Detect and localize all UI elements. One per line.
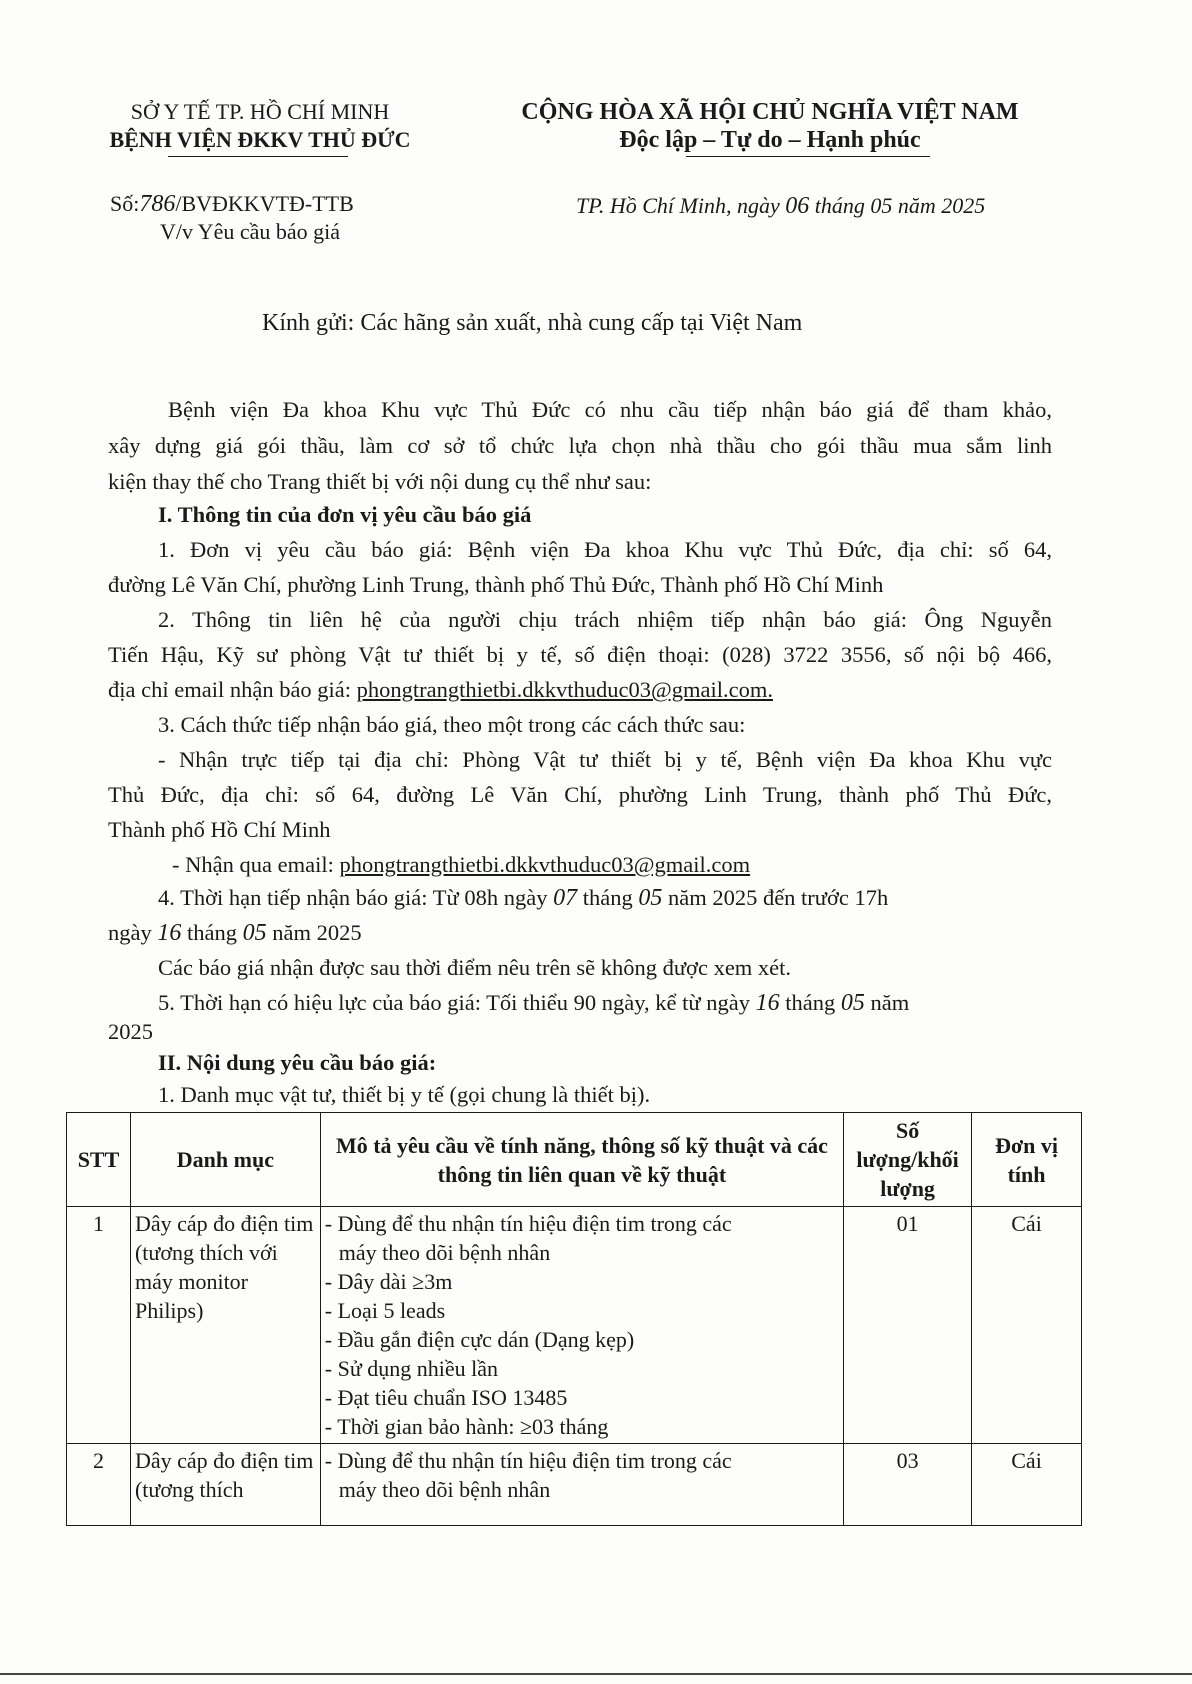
issuer-parent: SỞ Y TẾ TP. HỒ CHÍ MINH (130, 99, 390, 124)
row-unit: Cái (972, 1444, 1082, 1526)
email-link-2[interactable]: phongtrangthietbi.dkkvthuduc03@gmail.com (339, 852, 751, 877)
header-qty: Số lượng/khối lượng (844, 1113, 972, 1207)
row-name: Dây cáp đo điện tim (tương thích (130, 1444, 320, 1526)
motto-underline (686, 156, 930, 157)
s1-item1-line1: 1. Đơn vị yêu cầu báo giá: Bệnh viện Đa khoa Khu vực Thủ Đức, địa chỉ: số 64, (158, 537, 1052, 562)
nation-block (480, 98, 1060, 154)
s1-item4-note: Các báo giá nhận được sau thời điểm nêu trên sẽ không được xem xét. (158, 955, 792, 980)
header-stt: STT (67, 1113, 131, 1207)
hand-valid-day: 16 (755, 990, 780, 1016)
s1-item2-line3: địa chỉ email nhận báo giá: phongtrangthietbi.dkkvthuduc03@gmail.com. (108, 677, 773, 702)
header-desc: Mô tả yêu cầu về tính năng, thông số kỹ thuật và các thông tin liên quan về kỹ thuật (320, 1113, 843, 1207)
email-link-1[interactable]: phongtrangthietbi.dkkvthuduc03@gmail.com. (356, 677, 773, 702)
s1-item5-line2: 2025 (108, 1019, 153, 1044)
desc-line: - Sử dụng nhiều lần (324, 1356, 499, 1381)
intro-line-2: xây dựng giá gói thầu, làm cơ sở tổ chức lựa chọn nhà thầu cho gói thầu mua sắm linh (108, 433, 1052, 458)
scan-edge-line (0, 1673, 1192, 1675)
header-name: Danh mục (130, 1113, 320, 1207)
s1-item3-b: - Nhận qua email: phongtrangthietbi.dkkvthuduc03@gmail.com (172, 852, 751, 877)
section-2-title: II. Nội dung yêu cầu báo giá: (158, 1050, 437, 1075)
issuer-underline (168, 156, 348, 157)
desc-line: - Dùng để thu nhận tín hiệu điện tim trong các (324, 1211, 732, 1236)
row-desc (320, 1444, 843, 1526)
desc-line: - Thời gian bảo hành: ≥03 tháng (324, 1414, 609, 1439)
hand-month-from: 05 (638, 885, 663, 911)
table-row (67, 1444, 1082, 1526)
issuer-name: BỆNH VIỆN ĐKKV THỦ ĐỨC (109, 127, 411, 152)
doc-subject: V/v Yêu cầu báo giá (160, 219, 341, 244)
table-header-row (67, 1113, 1082, 1207)
date-day-handwritten: 06 (785, 193, 810, 219)
row-stt: 1 (67, 1207, 131, 1444)
desc-line: - Loại 5 leads (324, 1298, 446, 1323)
hand-day-to: 16 (157, 920, 182, 946)
s1-item2-line2: Tiến Hậu, Kỹ sư phòng Vật tư thiết bị y tế, số điện thoại: (028) 3722 3556, số nội bộ 466, (108, 642, 1052, 667)
desc-line: - Dây dài ≥3m (324, 1269, 453, 1294)
s1-item2-line1: 2. Thông tin liên hệ của người chịu trách nhiệm tiếp nhận báo giá: Ông Nguyễn (158, 607, 1052, 632)
hand-valid-month: 05 (840, 990, 865, 1016)
header-unit: Đơn vị tính (972, 1113, 1082, 1207)
s1-item4-line2: ngày 16 tháng 05 năm 2025 (108, 920, 362, 946)
desc-line: - Dùng để thu nhận tín hiệu điện tim trong các (324, 1448, 732, 1473)
s1-item3: 3. Cách thức tiếp nhận báo giá, theo một trong các cách thức sau: (158, 712, 746, 737)
desc-line: máy theo dõi bệnh nhân (338, 1477, 551, 1502)
doc-date: TP. Hồ Chí Minh, ngày 06 tháng 05 năm 2025 (576, 193, 986, 219)
intro-line-3: kiện thay thế cho Trang thiết bị với nội dung cụ thể như sau: (108, 469, 652, 494)
hand-month-to: 05 (242, 920, 267, 946)
items-table (66, 1112, 1082, 1526)
motto: Độc lập – Tự do – Hạnh phúc (619, 127, 921, 153)
hand-day-from: 07 (553, 885, 578, 911)
section-1-title: I. Thông tin của đơn vị yêu cầu báo giá (158, 502, 532, 527)
section-2-list-title: 1. Danh mục vật tư, thiết bị y tế (gọi chung là thiết bị). (158, 1082, 651, 1107)
s1-item4-line1: 4. Thời hạn tiếp nhận báo giá: Từ 08h ngày 07 tháng 05 năm 2025 đến trước 17h (158, 885, 889, 911)
intro-line-1: Bệnh viện Đa khoa Khu vực Thủ Đức có nhu cầu tiếp nhận báo giá để tham khảo, (168, 397, 1052, 422)
desc-line: - Đầu gắn điện cực dán (Dạng kẹp) (324, 1327, 635, 1352)
desc-line: - Đạt tiêu chuẩn ISO 13485 (324, 1385, 568, 1410)
row-unit: Cái (972, 1207, 1082, 1444)
s1-item3-a-line2: Thủ Đức, địa chỉ: số 64, đường Lê Văn Chí, phường Linh Trung, thành phố Thủ Đức, (108, 782, 1052, 807)
recipient-line: Kính gửi: Các hãng sản xuất, nhà cung cấp tại Việt Nam (262, 310, 803, 336)
issuer-block (70, 98, 450, 154)
table-row (67, 1207, 1082, 1444)
doc-number-handwritten: 786 (139, 191, 176, 217)
nation-title: CỘNG HÒA XÃ HỘI CHỦ NGHĨA VIỆT NAM (521, 99, 1019, 125)
row-name: Dây cáp đo điện tim (tương thích với máy monitor Philips) (130, 1207, 320, 1444)
s1-item3-a-line3: Thành phố Hồ Chí Minh (108, 817, 331, 842)
row-stt: 2 (67, 1444, 131, 1526)
row-desc (320, 1207, 843, 1444)
doc-number: Số:786/BVĐKKVTĐ-TTB (110, 191, 354, 217)
row-qty: 01 (844, 1207, 972, 1444)
row-qty: 03 (844, 1444, 972, 1526)
s1-item5-line1: 5. Thời hạn có hiệu lực của báo giá: Tối thiểu 90 ngày, kể từ ngày 16 tháng 05 năm (158, 990, 910, 1016)
s1-item1-line2: đường Lê Văn Chí, phường Linh Trung, thành phố Thủ Đức, Thành phố Hồ Chí Minh (108, 572, 884, 597)
desc-line: máy theo dõi bệnh nhân (338, 1240, 551, 1265)
s1-item3-a-line1: - Nhận trực tiếp tại địa chỉ: Phòng Vật tư thiết bị y tế, Bệnh viện Đa khoa Khu vực (158, 747, 1052, 772)
